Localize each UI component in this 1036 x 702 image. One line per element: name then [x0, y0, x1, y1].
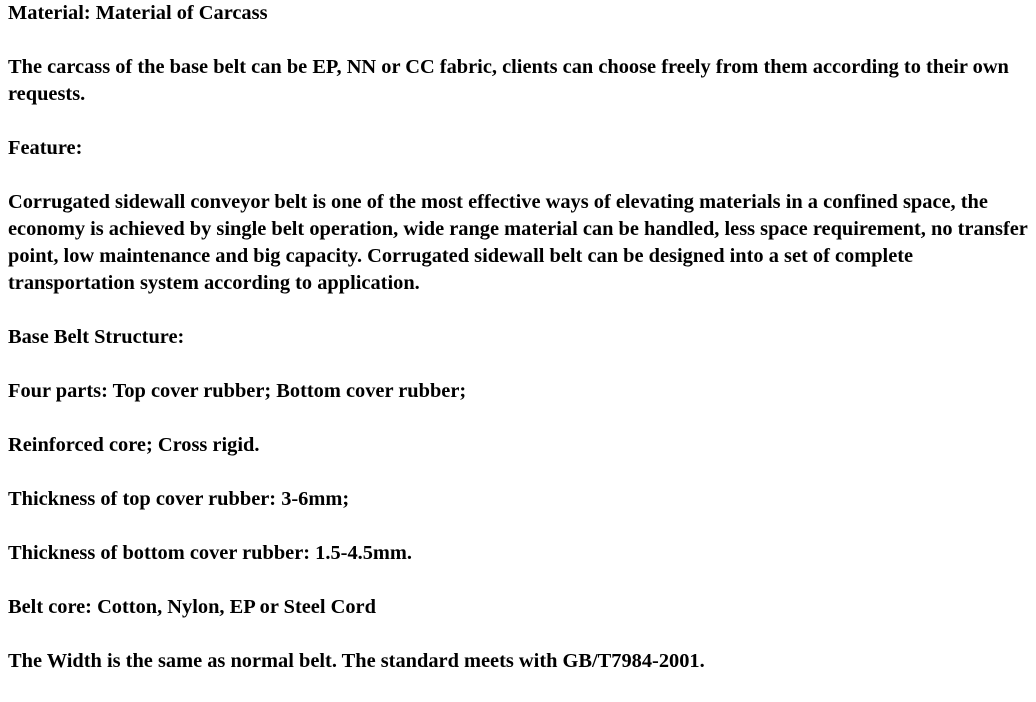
reinforced-core-line: Reinforced core; Cross rigid.	[8, 434, 260, 456]
four-parts-line: Four parts: Top cover rubber; Bottom cover rubber;	[8, 380, 467, 402]
feature-description: Corrugated sidewall conveyor belt is one of the most effective ways of elevating materials in a confined space, the economy is achieved by single belt operation, wide range material can be handled, less space requirement, no transfer point, low maintenance and big capacity. Corrugated sidewall belt can be designed into a set of complete transportation system according to application.	[8, 191, 1028, 294]
width-standard-line: The Width is the same as normal belt. The standard meets with GB/T7984-2001.	[8, 650, 705, 672]
feature-heading: Feature:	[8, 137, 83, 159]
document-body	[8, 0, 1032, 702]
top-cover-thickness-line: Thickness of top cover rubber: 3-6mm;	[8, 488, 350, 510]
bottom-cover-thickness-line: Thickness of bottom cover rubber: 1.5-4.5mm.	[8, 542, 412, 564]
material-heading: Material: Material of Carcass	[8, 2, 268, 24]
belt-core-line: Belt core: Cotton, Nylon, EP or Steel Cord	[8, 596, 376, 618]
base-belt-structure-heading: Base Belt Structure:	[8, 326, 185, 348]
carcass-description: The carcass of the base belt can be EP, NN or CC fabric, clients can choose freely from them according to their own requests.	[8, 56, 1009, 105]
